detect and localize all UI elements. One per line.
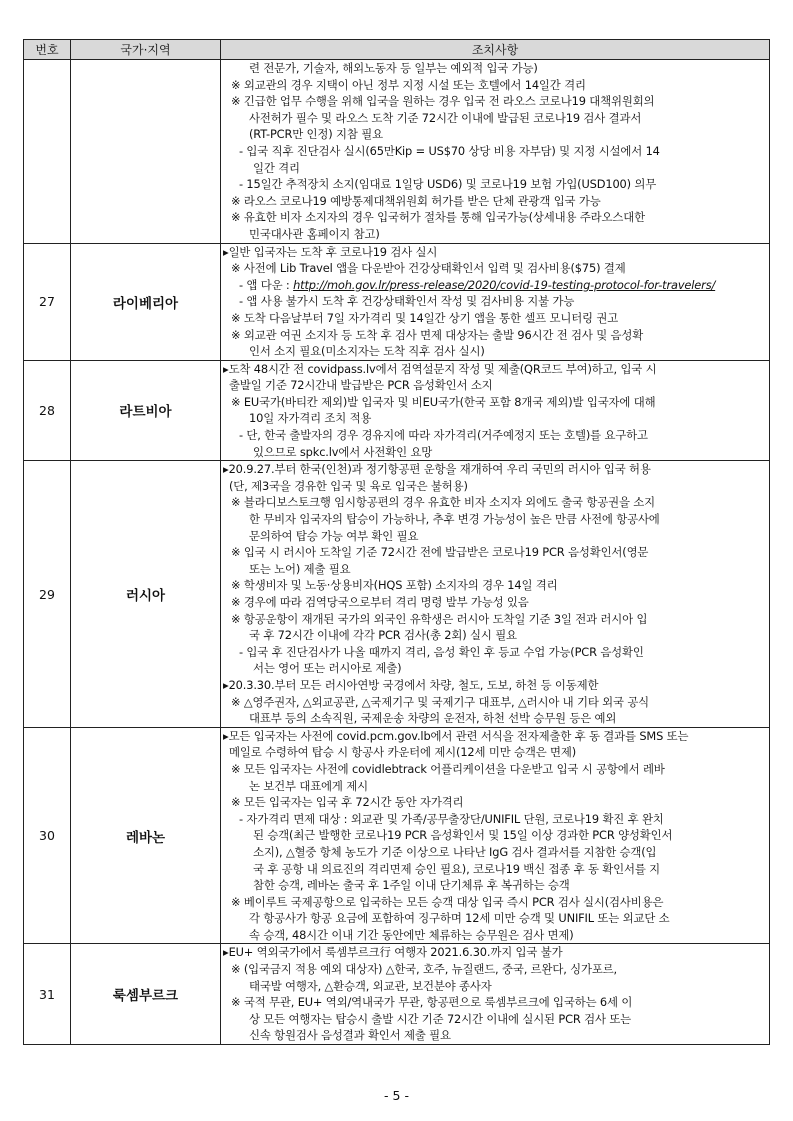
measure-text: ※ 입국 시 러시아 도착일 기준 72시간 전에 발급받은 코로나19 PCR 음성확인서(영문 <box>231 545 649 560</box>
measure-text: ▸EU+ 역외국가에서 룩셈부르크行 여행자 2021.6.30.까지 입국 불가 <box>223 945 563 960</box>
row-number <box>24 60 71 244</box>
row-country <box>71 60 221 244</box>
measure-line <box>221 644 769 661</box>
measure-line <box>221 1027 769 1044</box>
header-num: 번호 <box>24 40 71 60</box>
measure-text: ※ 모든 입국자는 사전에 covidlebtrack 어플리케이션을 다운받고 입국 시 공항에서 레바 <box>231 761 665 776</box>
measure-text: - 앱 사용 불가시 도착 후 건강상태확인서 작성 및 검사비용 지불 가능 <box>239 294 575 309</box>
measure-text: 출발일 기준 72시간내 발급받은 PCR 음성확인서 소지 <box>229 378 493 393</box>
row-number: 31 <box>24 944 71 1045</box>
measure-line <box>221 894 769 911</box>
row-measures <box>221 944 770 1045</box>
measure-text: 된 승객(최근 발행한 코로나19 PCR 음성확인서 및 15일 이상 경과한 PCR 양성확인서 <box>253 828 673 843</box>
measure-line <box>221 226 769 243</box>
measure-text: 태국발 여행자, △환승객, 외교관, 보건분야 종사자 <box>249 978 492 993</box>
measure-line <box>221 394 769 411</box>
measure-line <box>221 478 769 495</box>
measure-text: ※ 국적 무관, EU+ 역외/역내국가 무관, 항공편으로 룩셈부르크에 입국하는 6세 이 <box>231 995 633 1010</box>
header-measures: 조치사항 <box>221 40 770 60</box>
measure-text: 10일 자가격리 조치 적용 <box>249 411 372 426</box>
measure-line <box>221 978 769 995</box>
row-country: 룩셈부르크 <box>71 944 221 1045</box>
measure-text: 메일로 수령하여 탑승 시 항공사 카운터에 제시(12세 미만 승객은 면제) <box>229 745 577 760</box>
measure-line <box>221 944 769 961</box>
table-row <box>24 461 770 728</box>
measure-text: ※ 경우에 따라 검역당국으로부터 격리 명령 발부 가능성 있음 <box>231 595 529 609</box>
measure-line <box>221 844 769 861</box>
measure-text: ※ (입국금지 적용 예외 대상자) △한국, 호주, 뉴질랜드, 중국, 르완다, 싱가포르, <box>231 962 618 977</box>
measure-line <box>221 544 769 561</box>
measure-text: 민국대사관 홈페이지 참고) <box>249 226 380 241</box>
measure-line <box>221 126 769 143</box>
measure-line <box>221 710 769 727</box>
measure-text: ※ 외교관의 경우 지택이 아닌 정부 지정 시설 또는 호텔에서 14일간 격리 <box>231 77 586 92</box>
row-measures <box>221 360 770 461</box>
measure-line <box>221 60 769 77</box>
measure-line <box>221 961 769 978</box>
measure-text: 각 항공사가 항공 요금에 포함하여 징구하며 12세 미만 승객 및 UNIFIL 또는 외교단 소 <box>249 911 670 926</box>
measure-text: 속 승객, 48시간 이내 기간 동안에만 체류하는 승무원은 검사 면제) <box>249 927 574 942</box>
measure-line <box>221 728 769 745</box>
measure-line <box>221 778 769 795</box>
measure-line <box>221 1011 769 1028</box>
measure-line <box>221 528 769 545</box>
measure-line <box>221 143 769 160</box>
measure-text: 논 보건부 대표에게 제시 <box>249 778 368 793</box>
row-number: 27 <box>24 243 71 360</box>
measure-line <box>221 410 769 427</box>
measure-line <box>221 244 769 261</box>
measure-line <box>221 110 769 127</box>
measure-text: 또는 노어) 제출 필요 <box>249 561 351 576</box>
measure-text: ※ 긴급한 업무 수행을 위해 입국을 원하는 경우 입국 전 라오스 코로나19 대책위원회의 <box>231 94 655 109</box>
measure-line <box>221 343 769 360</box>
row-number: 30 <box>24 727 71 944</box>
measure-line <box>221 827 769 844</box>
measure-text: 있으므로 spkc.lv에서 사전확인 요망 <box>253 444 433 459</box>
measure-text: (RT-PCR만 인정) 지참 필요 <box>249 127 383 142</box>
measure-text: ▸20.3.30.부터 모든 러시아연방 국경에서 차량, 철도, 도보, 하천 등 이동제한 <box>223 677 599 692</box>
measure-line <box>221 277 769 294</box>
measure-text: 사전허가 필수 및 라오스 도착 기준 72시간 이내에 발급된 코로나19 검사 결과서 <box>249 110 642 125</box>
measure-line <box>221 660 769 677</box>
measure-line <box>221 994 769 1011</box>
table-row <box>24 944 770 1045</box>
measure-text: 국 후 72시간 이내에 각각 PCR 검사(총 2회) 실시 필요 <box>249 628 517 643</box>
measure-line <box>221 877 769 894</box>
measure-line <box>221 427 769 444</box>
measure-text: ※ 도착 다음날부터 7일 자가격리 및 14일간 상기 앱을 통한 셀프 모니터링 권고 <box>231 310 619 325</box>
table-row <box>24 727 770 944</box>
measure-line <box>221 310 769 327</box>
measure-line <box>221 327 769 344</box>
measure-text: 문의하여 탑승 가능 여부 확인 필요 <box>249 528 419 543</box>
row-number: 28 <box>24 360 71 461</box>
measure-text: - 입국 직후 진단검사 실시(65만Kip = US$70 상당 비용 자부담) 및 지정 시설에서 14 <box>239 143 660 158</box>
row-country: 러시아 <box>71 461 221 728</box>
measure-text: ※ 블라디보스토크행 임시항공편의 경우 유효한 비자 소지자 외에도 출국 항공권을 소지 <box>231 495 655 510</box>
measure-text: ※ 모든 입국자는 입국 후 72시간 동안 자가격리 <box>231 795 464 810</box>
measure-line <box>221 361 769 378</box>
table-row <box>24 243 770 360</box>
row-number: 29 <box>24 461 71 728</box>
measure-line <box>221 861 769 878</box>
measure-text: 인서 소지 필요(미소지자는 도착 직후 검사 실시) <box>249 344 485 359</box>
measure-text: ※ 학생비자 및 노동·상용비자(HQS 포함) 소지자의 경우 14일 격리 <box>231 578 558 593</box>
row-measures <box>221 243 770 360</box>
measure-line <box>221 761 769 778</box>
measure-line <box>221 176 769 193</box>
measure-text: 서는 영어 또는 러시아로 제출) <box>253 661 402 676</box>
table-row <box>24 360 770 461</box>
measure-line <box>221 794 769 811</box>
measure-text: - 앱 다운 : <box>239 277 294 292</box>
measure-line <box>221 561 769 578</box>
row-country: 레바논 <box>71 727 221 944</box>
measure-line <box>221 494 769 511</box>
row-country: 라트비아 <box>71 360 221 461</box>
page-number: - 5 - <box>384 1088 409 1103</box>
measure-line <box>221 511 769 528</box>
measure-line <box>221 444 769 461</box>
measure-text: ※ 사전에 Lib Travel 앱을 다운받아 건강상태확인서 입력 및 검사비용($75) 결제 <box>231 261 626 276</box>
measure-line <box>221 694 769 711</box>
measures-table <box>23 39 770 1045</box>
measure-text: ▸일반 입국자는 도착 후 코로나19 검사 실시 <box>223 244 438 259</box>
app-download-link[interactable]: http://moh.gov.lr/press-release/2020/covid-19-testing-protocol-for-travelers/ <box>293 277 716 292</box>
measure-text: - 단, 한국 출발자의 경우 경유지에 따라 자가격리(거주예정지 또는 호텔)를 요구하고 <box>239 428 648 443</box>
row-measures <box>221 461 770 728</box>
measure-text: 대표부 등의 소속직원, 국제운송 차량의 운전자, 하천 선박 승무원 등은 예외 <box>249 711 617 726</box>
measure-text: ▸20.9.27.부터 한국(인천)과 정기항공편 운항을 재개하여 우리 국민의 러시아 입국 허용 <box>223 462 651 477</box>
measure-text: 참한 승객, 레바논 출국 후 1주일 이내 단기체류 후 복귀하는 승객 <box>253 878 570 893</box>
measure-line <box>221 910 769 927</box>
measure-line <box>221 193 769 210</box>
measure-text: 일간 격리 <box>253 160 300 175</box>
row-measures <box>221 60 770 244</box>
measure-line <box>221 160 769 177</box>
measure-text: ※ 항공운항이 재개된 국가의 외국인 유학생은 러시아 도착일 기준 3일 전과 러시아 입 <box>231 611 648 626</box>
measure-line <box>221 377 769 394</box>
measure-text: - 15일간 추적장치 소지(임대료 1일당 USD6) 및 코로나19 보험 가입(USD100) 의무 <box>239 177 657 192</box>
measure-text: 소지), △혈중 항체 농도가 기준 이상으로 나타난 IgG 검사 결과서를 지참한 승객(입 <box>253 844 657 859</box>
measure-text: 한 무비자 입국자의 탑승이 가능하나, 추후 변경 가능성이 높은 만큼 사전에 항공사에 <box>249 512 660 527</box>
measure-text: - 입국 후 진단검사가 나올 때까지 격리, 음성 확인 후 등교 수업 가능(PCR 음성확인 <box>239 644 644 659</box>
measure-text: ※ 유효한 비자 소지자의 경우 입국허가 절차를 통해 입국가능(상세내용 주라오스대한 <box>231 210 645 225</box>
measure-line <box>221 744 769 761</box>
measure-line <box>221 627 769 644</box>
measure-line <box>221 77 769 94</box>
measure-text: 상 모든 여행자는 탑승시 출발 시간 기준 72시간 이내에 실시된 PCR 검사 또는 <box>249 1011 632 1026</box>
measure-text: ※ 외교관 여권 소지자 등 도착 후 검사 면제 대상자는 출발 96시간 전 검사 및 음성확 <box>231 327 644 342</box>
measure-line <box>221 461 769 478</box>
measure-text: 국 후 공항 내 의료진의 격리면제 승인 필요), 코로나19 백신 접종 후 동 확인서를 지 <box>253 861 661 876</box>
measure-line <box>221 594 769 611</box>
measure-text: 련 전문가, 기술자, 해외노동자 등 일부는 예외적 입국 가능) <box>249 61 538 75</box>
measure-line <box>221 611 769 628</box>
measure-text: ※ EU국가(바티칸 제외)발 입국자 및 비EU국가(한국 포함 8개국 제외)발 입국자에 대해 <box>231 394 656 409</box>
measure-line <box>221 209 769 226</box>
measure-line <box>221 260 769 277</box>
measure-line <box>221 811 769 828</box>
table-header-row <box>24 40 770 60</box>
measure-line <box>221 93 769 110</box>
row-country: 라이베리아 <box>71 243 221 360</box>
measure-text: ※ 베이루트 국제공항으로 입국하는 모든 승객 대상 입국 즉시 PCR 검사 실시(검사비용은 <box>231 894 664 909</box>
table-row <box>24 60 770 244</box>
measure-text: ▸도착 48시간 전 covidpass.lv에서 검역설문지 작성 및 제출(QR코드 부여)하고, 입국 시 <box>223 361 657 376</box>
measure-text: - 자가격리 면제 대상 : 외교관 및 가족/공무출장단/UNIFIL 단원, 코로나19 확진 후 완치 <box>239 811 664 826</box>
measure-line <box>221 677 769 694</box>
measure-text: ※ △영주권자, △외교공관, △국제기구 및 국제기구 대표부, △러시아 내 기타 외국 공식 <box>231 694 650 709</box>
measure-text: 신속 항원검사 음성결과 확인서 제출 필요 <box>249 1028 451 1043</box>
measure-text: (단, 제3국을 경유한 입국 및 육로 입국은 불허용) <box>229 478 468 493</box>
measure-text: ▸모든 입국자는 사전에 covid.pcm.gov.lb에서 관련 서식을 전자제출한 후 동 결과를 SMS 또는 <box>223 728 689 743</box>
measure-line <box>221 577 769 594</box>
measure-line <box>221 293 769 310</box>
measure-text: ※ 라오스 코로나19 예방통제대책위원회 허가를 받은 단체 관광객 입국 가능 <box>231 193 601 208</box>
measure-line <box>221 927 769 944</box>
header-country: 국가·지역 <box>71 40 221 60</box>
row-measures <box>221 727 770 944</box>
